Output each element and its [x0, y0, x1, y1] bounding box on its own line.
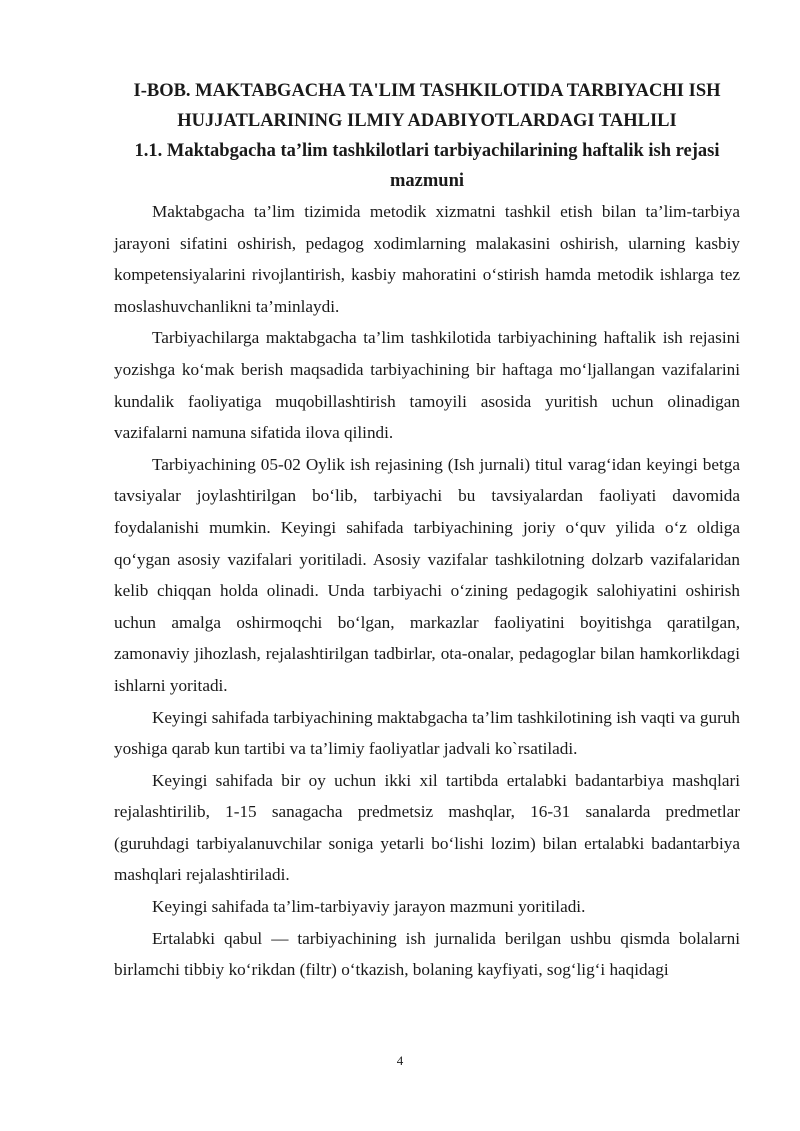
paragraph: Ertalabki qabul — tarbiyachining ish jurnalida berilgan ushbu qismda bolalarni birlamchi tibbiy ko‘rikdan (filtr) o‘tkazish, bolaning kayfiyati, sog‘lig‘i haqidagi [114, 928, 740, 980]
paragraph: Keyingi sahifada tarbiyachining maktabgacha ta’lim tashkilotining ish vaqti va guruh yoshiga qarab kun tartibi va ta’limiy faoliyatlar jadvali ko`rsatiladi. [114, 707, 740, 759]
paragraph: Maktabgacha ta’lim tizimida metodik xizmatni tashkil etish bilan ta’lim-tarbiya jarayoni sifatini oshirish, pedagog xodimlarning malakasini oshirish, ularning kasbiy kompetensiyalarini rivojlantirish, kasbiy mahoratini o‘stirish hamda metodik ishlarga tez moslashuvchanlikni ta’minlaydi. [114, 202, 740, 316]
chapter-title: I-BOB. MAKTABGACHA TA'LIM TASHKILOTIDA TARBIYACHI ISH HUJJATLARINING ILMIY ADABIYOTLARDAGI TAHLILI [133, 81, 721, 131]
page-content [114, 76, 740, 986]
section-title: 1.1. Maktabgacha ta’lim tashkilotlari tarbiyachilarining haftalik ish rejasi mazmuni [134, 141, 720, 191]
paragraph: Tarbiyachining 05-02 Oylik ish rejasining (Ish jurnali) titul varag‘idan keyingi betga tavsiyalar joylashtirilgan bo‘lib, tarbiyachi bu tavsiyalardan faoliyati davomida foydalanishi mumkin. Keyingi sahifada tarbiyachining joriy o‘quv yilida o‘z oldiga qo‘ygan asosiy vazifalari yoritiladi. Asosiy vazifalar tashkilotning dolzarb vazifalaridan kelib chiqqan holda olinadi. Unda tarbiyachi o‘zining pedagogik salohiyatini oshirish uchun amalga oshirmoqchi bo‘lgan, markazlar faoliyatini boyitishga qaratilgan, zamonaviy jihozlash, rejalashtirilgan tadbirlar, ota-onalar, pedagoglar bilan hamkorlikdagi ishlarni yoritadi. [114, 454, 740, 695]
page-number: 4 [396, 1053, 404, 1068]
paragraph: Tarbiyachilarga maktabgacha ta’lim tashkilotida tarbiyachining haftalik ish rejasini yozishga ko‘mak berish maqsadida tarbiyachining bir haftaga mo‘ljallangan vazifalarini kundalik faoliyatiga muqobillashtirish tamoyili asosida yuritish uchun olinadigan vazifalarni namuna sifatida ilova qilindi. [114, 328, 740, 443]
paragraph: Keyingi sahifada ta’lim-tarbiyaviy jarayon mazmuni yoritiladi. [152, 897, 586, 917]
paragraph: Keyingi sahifada bir oy uchun ikki xil tartibda ertalabki badantarbiya mashqlari rejalashtirilib, 1-15 sanagacha predmetsiz mashqlar, 16-31 sanalarda predmetlar (guruhdagi tarbiyalanuvchilar soniga yetarli bo‘lishi lozim) bilan ertalabki badantarbiya mashqlari rejalashtiriladi. [114, 770, 740, 885]
